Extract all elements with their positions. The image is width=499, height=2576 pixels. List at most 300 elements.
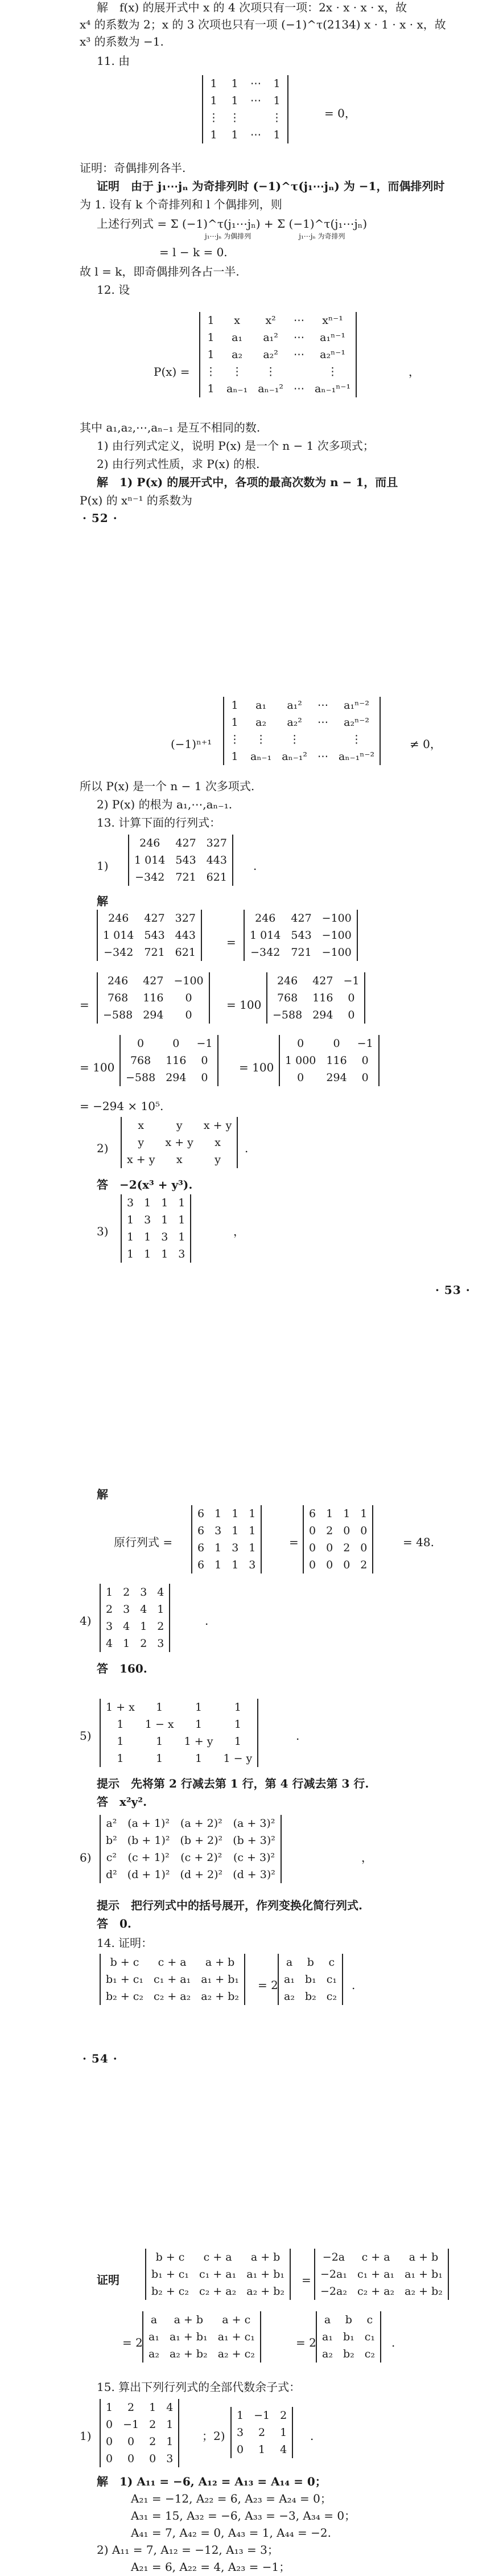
solution-line: 解 1) P(x) 的展开式中，各项的最高次数为 n − 1，而且 bbox=[97, 475, 398, 489]
matrix-cell: a₂ bbox=[322, 2348, 333, 2360]
matrix-cell: ⋮ bbox=[208, 112, 219, 124]
matrix-cell: 1 bbox=[234, 1701, 241, 1714]
matrix-cell: 621 bbox=[175, 946, 196, 959]
matrix-cell: 1 bbox=[117, 1752, 124, 1765]
text-eq: = 0， bbox=[324, 106, 356, 120]
matrix-cell: 3 bbox=[232, 1542, 239, 1554]
matrix-cell: −100 bbox=[174, 975, 204, 987]
matrix-cell: 0 bbox=[149, 2452, 156, 2465]
matrix-cell: 0 bbox=[106, 2435, 113, 2448]
matrix-cell: c₁ + a₁ bbox=[199, 2268, 237, 2281]
matrix-cell: 3 bbox=[166, 2452, 174, 2465]
matrix-cell: b₂ + c₂ bbox=[106, 1990, 144, 2003]
text-line: 其中 a₁,a₂,⋯,aₙ₋₁ 是互不相同的数. bbox=[80, 421, 261, 434]
matrix-cell: −100 bbox=[321, 946, 352, 959]
q-label: 4) bbox=[80, 1614, 92, 1628]
text-line: 故 l = k，即奇偶排列各占一半. bbox=[80, 265, 240, 278]
determinant-11 bbox=[202, 75, 288, 143]
matrix-cell: 4 bbox=[157, 1586, 164, 1599]
q-label: 2) bbox=[97, 1141, 109, 1155]
matrix-cell: 1 bbox=[273, 95, 281, 107]
matrix-cell: 768 bbox=[130, 1054, 151, 1067]
matrix-cell: 1 bbox=[166, 2418, 174, 2431]
page-number: · 53 · bbox=[435, 1283, 471, 1297]
matrix-cell: 1 bbox=[195, 1701, 203, 1714]
text-eq: = 2 bbox=[258, 1978, 278, 1992]
matrix-cell: 0 bbox=[343, 1525, 350, 1537]
matrix-cell: 427 bbox=[144, 912, 165, 925]
matrix-cell: (a + 2)² bbox=[180, 1817, 222, 1830]
text-dot: . bbox=[310, 2429, 314, 2443]
matrix-cell: 1 bbox=[210, 129, 217, 141]
determinant-13-3 bbox=[121, 1194, 191, 1263]
matrix-cell: b₁ + c₁ bbox=[106, 1973, 144, 1986]
matrix-cell: ⋮ bbox=[289, 733, 300, 746]
matrix-cell: 3 bbox=[144, 1214, 151, 1226]
matrix-cell: −2a₂ bbox=[320, 2285, 347, 2298]
matrix-cell: 1 bbox=[249, 1525, 256, 1537]
matrix-cell: 0 bbox=[348, 992, 355, 1004]
matrix-cell: 6 bbox=[309, 1507, 316, 1520]
matrix-cell: 1 bbox=[149, 2401, 156, 2414]
matrix-cell: ⋯ bbox=[294, 314, 305, 327]
text-line: A₂₁ = 6, A₂₂ = 4, A₂₃ = −1； bbox=[131, 2560, 291, 2574]
matrix-cell: 246 bbox=[108, 912, 129, 925]
matrix-cell: ⋯ bbox=[294, 348, 305, 361]
matrix-cell: 1 bbox=[157, 1603, 164, 1616]
matrix-cell: a + b bbox=[205, 1956, 235, 1969]
text-eq: = 100 bbox=[226, 998, 262, 1012]
matrix-cell: (b + 1)² bbox=[127, 1834, 170, 1847]
matrix-cell: a₁ bbox=[284, 1973, 295, 1986]
matrix-cell: −1 bbox=[254, 2409, 270, 2422]
matrix-cell: 1 bbox=[178, 1231, 185, 1243]
q-label: 1) bbox=[80, 2429, 92, 2443]
matrix-cell: 1 bbox=[166, 2435, 174, 2448]
result-line: = −294 × 10⁵. bbox=[80, 1099, 164, 1113]
matrix-cell: x bbox=[215, 1136, 221, 1149]
matrix-cell: 1 bbox=[273, 77, 281, 90]
matrix-cell: c + a bbox=[361, 2251, 390, 2263]
matrix-cell: a₂ bbox=[232, 348, 243, 361]
matrix-cell: b₂ bbox=[343, 2348, 354, 2360]
matrix-cell: b² bbox=[106, 1834, 117, 1847]
text-line: 2) A₁₁ = 7, A₁₂ = −12, A₁₃ = 3； bbox=[97, 2543, 279, 2557]
matrix-cell: a₁ + b₁ bbox=[405, 2268, 443, 2281]
matrix-cell: 4 bbox=[280, 2443, 287, 2456]
matrix-cell: 3 bbox=[161, 1231, 168, 1243]
matrix-cell: 1 014 bbox=[134, 854, 166, 866]
matrix-cell: x + y bbox=[165, 1136, 193, 1149]
answer-line: 答 160. bbox=[97, 1662, 147, 1675]
matrix-cell: 0 bbox=[172, 1037, 180, 1050]
matrix-cell: 0 bbox=[326, 1559, 333, 1571]
matrix-cell: c₁ + a₁ bbox=[154, 1973, 191, 1986]
determinant-13-6 bbox=[100, 1815, 282, 1883]
text-lhs: P(x) = bbox=[154, 365, 190, 379]
text-dot: . bbox=[296, 1729, 300, 1743]
text-dot: . bbox=[253, 859, 257, 873]
matrix-cell: (c + 2)² bbox=[180, 1851, 222, 1864]
text-line: 2) 由行列式性质，求 P(x) 的根. bbox=[97, 457, 260, 471]
matrix-cell: aₙ₋₁² bbox=[258, 383, 284, 395]
matrix-cell: 4 bbox=[106, 1637, 113, 1650]
matrix-cell: 0 bbox=[309, 1542, 316, 1554]
matrix-cell: −1 bbox=[196, 1037, 213, 1050]
matrix-cell: 1 bbox=[106, 2401, 113, 2414]
text-eq: = bbox=[80, 998, 89, 1012]
text-line: 为 1. 设有 k 个奇排列和 l 个偶排列，则 bbox=[80, 198, 282, 211]
text-line: 证明：奇偶排列各半. bbox=[80, 161, 186, 175]
matrix-cell: 0 bbox=[185, 1009, 192, 1021]
matrix-cell: 294 bbox=[312, 1009, 333, 1021]
matrix-cell: b₁ bbox=[343, 2331, 354, 2343]
result: = 48. bbox=[403, 1535, 434, 1549]
matrix-cell: 2 bbox=[127, 2401, 135, 2414]
matrix-cell: a₁ⁿ⁻² bbox=[344, 699, 369, 712]
text-line: P(x) 的 xⁿ⁻¹ 的系数为 bbox=[80, 494, 192, 507]
answer-line: 答 0. bbox=[97, 1917, 131, 1930]
problem-11: 11. 由 bbox=[97, 54, 130, 68]
problem-13: 13. 计算下面的行列式： bbox=[97, 816, 221, 829]
matrix-cell: 1 bbox=[156, 1701, 163, 1714]
matrix-cell: c₁ + a₁ bbox=[357, 2268, 395, 2281]
answer-line: 答 −2(x³ + y³). bbox=[97, 1178, 193, 1192]
matrix-cell: 116 bbox=[166, 1054, 187, 1067]
matrix-cell: (c + 3)² bbox=[233, 1851, 275, 1864]
matrix-cell: aₙ₋₁ⁿ⁻¹ bbox=[315, 383, 351, 395]
matrix-cell: 1 bbox=[231, 129, 238, 141]
q-label: 1) bbox=[97, 859, 109, 873]
text-comma: ， bbox=[233, 1225, 245, 1238]
formula-sum-subscript: j₁⋯jₙ 为偶排列 j₁⋯jₙ 为奇排列 bbox=[205, 232, 345, 240]
text-line: 所以 P(x) 是一个 n − 1 次多项式. bbox=[80, 779, 255, 793]
text-eq: = 2 bbox=[122, 2336, 143, 2349]
matrix-cell: a bbox=[324, 2314, 331, 2326]
matrix-cell: a₁ bbox=[149, 2331, 159, 2343]
matrix-cell: (a + 3)² bbox=[233, 1817, 275, 1830]
matrix-cell: 0 bbox=[106, 2418, 113, 2431]
matrix-cell: a bbox=[286, 1956, 293, 1969]
matrix-cell: −588 bbox=[273, 1009, 303, 1021]
matrix-cell: a₂ + b₂ bbox=[169, 2348, 208, 2360]
determinant-step bbox=[145, 2249, 291, 2300]
matrix-cell: 443 bbox=[175, 929, 196, 942]
matrix-cell: 1 bbox=[144, 1231, 151, 1243]
matrix-cell: 1 bbox=[258, 2443, 266, 2456]
proof-line: 证明 由于 j₁⋯jₙ 为奇排列时 (−1)^τ(j₁⋯jₙ) 为 −1，而偶排列时 bbox=[97, 179, 445, 193]
matrix-cell: 1 bbox=[231, 699, 238, 712]
matrix-cell: −588 bbox=[103, 1009, 133, 1021]
matrix-cell: (a + 1)² bbox=[127, 1817, 170, 1830]
determinant-step bbox=[97, 910, 202, 961]
matrix-cell: 0 bbox=[361, 1054, 369, 1067]
matrix-cell: x + y bbox=[127, 1153, 155, 1166]
matrix-cell: 0 bbox=[343, 1559, 350, 1571]
matrix-cell: 1 000 bbox=[285, 1054, 316, 1067]
matrix-cell: ⋯ bbox=[317, 716, 329, 729]
matrix-cell: 1 bbox=[207, 383, 215, 395]
matrix-cell: 0 bbox=[127, 2435, 135, 2448]
matrix-cell: b bbox=[307, 1956, 314, 1969]
matrix-cell: ⋮ bbox=[265, 365, 277, 378]
text-line: 2) P(x) 的根为 a₁,⋯,aₙ₋₁. bbox=[97, 798, 233, 811]
determinant-step bbox=[191, 1505, 262, 1573]
matrix-cell: a₂ⁿ⁻² bbox=[344, 716, 369, 729]
determinant-step bbox=[303, 1505, 373, 1573]
determinant-13-2 bbox=[121, 1117, 238, 1168]
determinant-14-lhs bbox=[100, 1954, 245, 2005]
matrix-cell: 543 bbox=[291, 929, 312, 942]
matrix-cell: 1 bbox=[207, 314, 215, 327]
hint-line: 提示 先将第 2 行减去第 1 行，第 4 行减去第 3 行. bbox=[97, 1777, 369, 1790]
matrix-cell: ⋮ bbox=[271, 112, 282, 124]
q-label: ；2) bbox=[202, 2429, 225, 2443]
matrix-cell: 2 bbox=[360, 1559, 368, 1571]
determinant-14-rhs bbox=[278, 1954, 343, 2005]
matrix-cell: −342 bbox=[104, 946, 134, 959]
matrix-cell: 1 bbox=[234, 1735, 241, 1748]
matrix-cell: 1 bbox=[117, 1735, 124, 1748]
matrix-cell: 1 bbox=[117, 1718, 124, 1731]
matrix-cell: c + a bbox=[158, 1956, 187, 1969]
matrix-cell: 2 bbox=[106, 1603, 113, 1616]
q-label: 6) bbox=[80, 1851, 92, 1864]
matrix-cell: y bbox=[138, 1136, 145, 1149]
matrix-cell: ⋮ bbox=[255, 733, 267, 746]
matrix-cell: x bbox=[176, 1153, 183, 1166]
matrix-cell: 1 bbox=[280, 2426, 287, 2439]
matrix-cell: 294 bbox=[326, 1071, 347, 1084]
text-eq: = bbox=[302, 2273, 311, 2287]
matrix-cell: 1 bbox=[127, 1248, 134, 1260]
matrix-cell: y bbox=[215, 1153, 221, 1166]
matrix-cell: 1 bbox=[231, 95, 238, 107]
text-eq: = 100 bbox=[239, 1061, 274, 1074]
determinant-vandermonde bbox=[223, 697, 381, 765]
determinant-step bbox=[316, 2311, 381, 2363]
solution-label: 解 bbox=[97, 894, 108, 908]
determinant-step bbox=[279, 1035, 380, 1086]
matrix-cell: 3 bbox=[178, 1248, 185, 1260]
matrix-cell: 1 bbox=[231, 750, 238, 763]
matrix-cell: 246 bbox=[277, 975, 298, 987]
matrix-cell: 3 bbox=[140, 1586, 147, 1599]
solution-label: 解 bbox=[97, 1488, 108, 1501]
matrix-cell: a₁ + b₁ bbox=[169, 2331, 208, 2343]
matrix-cell: 116 bbox=[326, 1054, 347, 1067]
matrix-cell: 543 bbox=[175, 854, 196, 866]
matrix-cell: 0 bbox=[309, 1525, 316, 1537]
matrix-cell: ⋯ bbox=[294, 331, 305, 344]
matrix-cell: 1 bbox=[144, 1197, 151, 1209]
formula-result: = l − k = 0. bbox=[159, 245, 228, 259]
matrix-cell: c₂ + a₂ bbox=[199, 2285, 237, 2298]
determinant-12 bbox=[199, 312, 357, 397]
matrix-cell: 543 bbox=[144, 929, 165, 942]
matrix-cell: 1 bbox=[231, 716, 238, 729]
determinant-step bbox=[244, 910, 358, 961]
matrix-cell: ⋮ bbox=[205, 365, 216, 378]
matrix-cell: y bbox=[176, 1119, 183, 1132]
problem-14: 14. 证明： bbox=[97, 1936, 153, 1950]
matrix-cell: 1 bbox=[127, 1214, 134, 1226]
matrix-cell: 3 bbox=[157, 1637, 164, 1650]
matrix-cell: 1 bbox=[326, 1507, 333, 1520]
matrix-cell: a₁ + b₁ bbox=[201, 1973, 239, 1986]
text-neq: ≠ 0， bbox=[410, 737, 442, 751]
matrix-cell: (b + 2)² bbox=[180, 1834, 223, 1847]
matrix-cell: 0 bbox=[201, 1054, 208, 1067]
matrix-cell: 1 − y bbox=[223, 1752, 253, 1765]
matrix-cell: c₂ bbox=[326, 1990, 337, 2003]
matrix-cell: 0 bbox=[326, 1542, 333, 1554]
matrix-cell: aₙ₋₁² bbox=[282, 750, 308, 763]
matrix-cell: 0 bbox=[348, 1009, 355, 1021]
matrix-cell: 2 bbox=[343, 1542, 350, 1554]
q-label: 3) bbox=[97, 1225, 109, 1238]
matrix-cell: 3 bbox=[106, 1620, 113, 1633]
matrix-cell: 1 bbox=[249, 1507, 256, 1520]
matrix-cell: 2 bbox=[326, 1525, 333, 1537]
matrix-cell: a₁² bbox=[263, 331, 278, 344]
matrix-cell: 721 bbox=[291, 946, 312, 959]
matrix-cell: a₂ bbox=[284, 1990, 295, 2003]
matrix-cell: 1 bbox=[249, 1542, 256, 1554]
matrix-cell: 246 bbox=[255, 912, 276, 925]
matrix-cell: a bbox=[150, 2314, 158, 2326]
text-line: A₂₁ = −12, A₂₂ = 6, A₂₃ = A₂₄ = 0； bbox=[131, 2492, 332, 2505]
matrix-cell: ⋯ bbox=[294, 383, 305, 395]
matrix-cell: a₂ + c₂ bbox=[217, 2348, 255, 2360]
text-line: 解 f(x) 的展开式中 x 的 4 次项只有一项：2x · x · x · x，故 bbox=[97, 1, 407, 14]
matrix-cell: 1 bbox=[156, 1735, 163, 1748]
matrix-cell: 1 bbox=[210, 77, 217, 90]
matrix-cell: 1 bbox=[127, 1231, 134, 1243]
matrix-cell: a₁ + c₁ bbox=[217, 2331, 255, 2343]
text-eq: = 2 bbox=[296, 2336, 316, 2349]
matrix-cell: 427 bbox=[291, 912, 312, 925]
matrix-cell: 0 bbox=[185, 992, 192, 1004]
matrix-cell: a₂ + b₂ bbox=[246, 2285, 284, 2298]
solution-line: 解 1) A₁₁ = −6, A₁₂ = A₁₃ = A₁₄ = 0； bbox=[97, 2475, 327, 2488]
matrix-cell: d² bbox=[106, 1868, 117, 1881]
matrix-cell: 2 bbox=[157, 1620, 164, 1633]
matrix-cell: 1 bbox=[215, 1542, 222, 1554]
answer-line: 答 x²y². bbox=[97, 1795, 147, 1809]
matrix-cell: 0 bbox=[137, 1037, 145, 1050]
matrix-cell: 327 bbox=[206, 837, 227, 849]
matrix-cell: a₂ bbox=[149, 2348, 159, 2360]
matrix-cell: (b + 3)² bbox=[233, 1834, 275, 1847]
matrix-cell: 3 bbox=[249, 1559, 256, 1571]
matrix-cell: a₂² bbox=[263, 348, 278, 361]
matrix-cell: 1 bbox=[207, 331, 215, 344]
matrix-cell: 427 bbox=[312, 975, 333, 987]
matrix-cell: 1 014 bbox=[250, 929, 281, 942]
matrix-cell: 0 bbox=[333, 1037, 340, 1050]
matrix-cell: 2 bbox=[149, 2435, 156, 2448]
matrix-cell: c₁ bbox=[364, 2331, 375, 2343]
matrix-cell: 2 bbox=[258, 2426, 266, 2439]
matrix-cell: (c + 1)² bbox=[127, 1851, 170, 1864]
matrix-cell: 1 bbox=[232, 1525, 239, 1537]
matrix-cell: x bbox=[234, 314, 240, 327]
matrix-cell: ⋮ bbox=[232, 365, 243, 378]
matrix-cell: 1 bbox=[178, 1197, 185, 1209]
matrix-cell: −100 bbox=[321, 929, 352, 942]
matrix-cell: 721 bbox=[175, 871, 196, 884]
determinant-13-4 bbox=[100, 1584, 170, 1652]
matrix-cell: a + b bbox=[174, 2314, 204, 2326]
matrix-cell: 1 bbox=[232, 1559, 239, 1571]
matrix-cell: 1 bbox=[215, 1507, 222, 1520]
text-dot: . bbox=[205, 1614, 209, 1628]
matrix-cell: 1 bbox=[161, 1248, 168, 1260]
determinant-step bbox=[97, 972, 210, 1024]
matrix-cell: 0 bbox=[127, 2452, 135, 2465]
matrix-cell: ⋯ bbox=[317, 750, 329, 763]
matrix-cell: −100 bbox=[321, 912, 352, 925]
matrix-cell: aₙ₋₁ bbox=[250, 750, 272, 763]
matrix-cell: b₁ bbox=[304, 1973, 316, 1986]
matrix-cell: −1 bbox=[357, 1037, 373, 1050]
matrix-cell: 3 bbox=[123, 1603, 130, 1616]
text-line: A₃₁ = 15, A₃₂ = −6, A₃₃ = −3, A₃₄ = 0； bbox=[131, 2509, 356, 2522]
hint-line: 提示 把行列式中的括号展开，作列变换化简行列式. bbox=[97, 1899, 362, 1912]
matrix-cell: ⋮ bbox=[327, 365, 339, 378]
matrix-cell: xⁿ⁻¹ bbox=[322, 314, 343, 327]
determinant-15-2 bbox=[230, 2407, 293, 2458]
matrix-cell: b₁ + c₁ bbox=[151, 2268, 189, 2281]
matrix-cell: 0 bbox=[309, 1559, 316, 1571]
matrix-cell: x + y bbox=[203, 1119, 232, 1132]
text-dot: . bbox=[352, 1978, 356, 1992]
text-line: 1) 由行列式定义，说明 P(x) 是一个 n − 1 次多项式； bbox=[97, 439, 374, 453]
matrix-cell: 2 bbox=[123, 1586, 130, 1599]
matrix-cell: −588 bbox=[126, 1071, 156, 1084]
matrix-cell: a₂ + b₂ bbox=[405, 2285, 443, 2298]
matrix-cell: 1 bbox=[210, 95, 217, 107]
matrix-cell: 1 − x bbox=[145, 1718, 174, 1731]
matrix-cell: a₁ + b₁ bbox=[246, 2268, 284, 2281]
matrix-cell: 1 bbox=[161, 1197, 168, 1209]
matrix-cell: 1 bbox=[156, 1752, 163, 1765]
determinant-13-5 bbox=[100, 1699, 258, 1767]
text-line: x⁴ 的系数为 2；x 的 3 次项也只有一项 (−1)^τ(2134) x · 1 · x · x，故 bbox=[80, 18, 446, 31]
matrix-cell: 6 bbox=[197, 1507, 205, 1520]
matrix-cell: 1 bbox=[161, 1214, 168, 1226]
matrix-cell: 1 + x bbox=[106, 1701, 135, 1714]
matrix-cell: 0 bbox=[237, 2443, 244, 2456]
matrix-cell: 1 bbox=[195, 1718, 203, 1731]
matrix-cell: 116 bbox=[143, 992, 164, 1004]
matrix-cell: 0 bbox=[361, 1071, 369, 1084]
matrix-cell: a + b bbox=[250, 2251, 281, 2263]
matrix-cell: 721 bbox=[144, 946, 165, 959]
matrix-cell: 1 bbox=[140, 1620, 147, 1633]
matrix-cell: ⋮ bbox=[229, 733, 240, 746]
matrix-cell: 1 bbox=[273, 129, 281, 141]
matrix-cell: c₂ + a₂ bbox=[154, 1990, 191, 2003]
page-number: · 54 · bbox=[83, 2052, 118, 2065]
text-comma: ， bbox=[361, 1851, 373, 1864]
matrix-cell: x² bbox=[265, 314, 276, 327]
matrix-cell: 0 bbox=[297, 1037, 304, 1050]
text-dot: . bbox=[391, 2336, 395, 2349]
matrix-cell: a₁ bbox=[322, 2331, 333, 2343]
text-lhs: 原行列式 = bbox=[114, 1535, 173, 1549]
